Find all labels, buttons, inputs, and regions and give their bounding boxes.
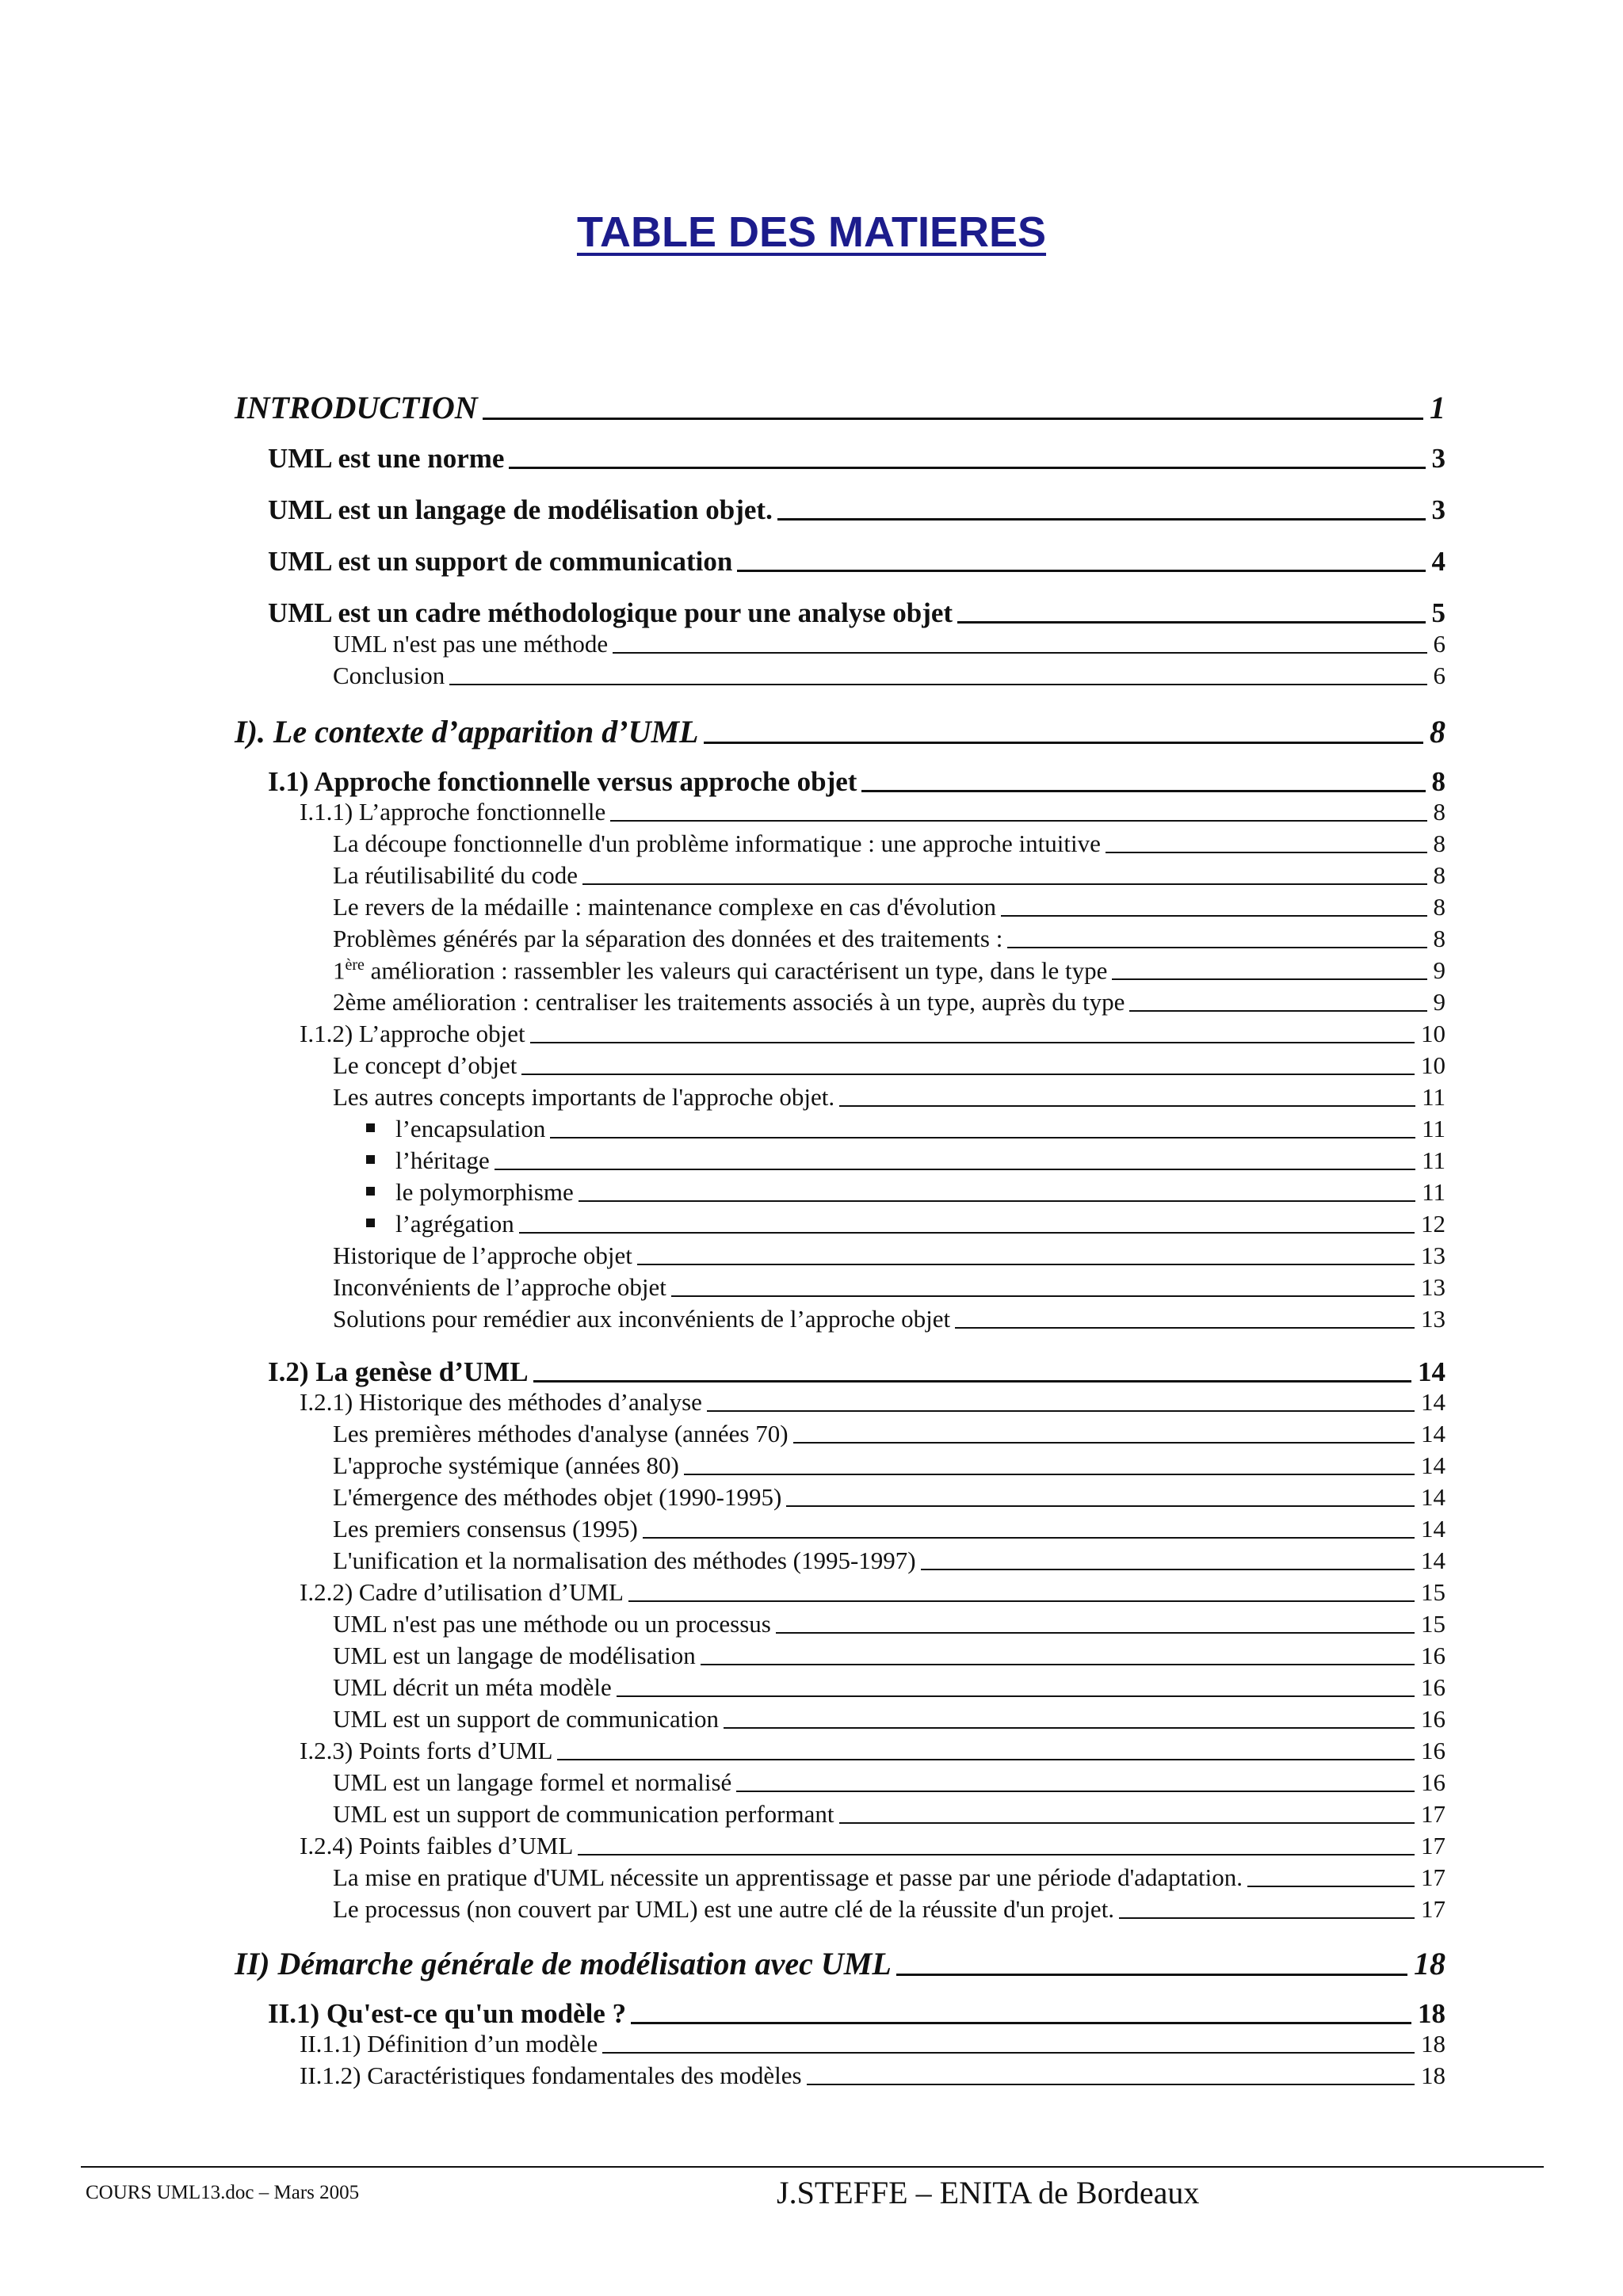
toc-entry-prefix: 1 (333, 956, 346, 984)
toc-leader-line (557, 1759, 1415, 1760)
toc-leader-line (610, 820, 1426, 822)
toc-page-number: 15 (1421, 1610, 1445, 1638)
toc-leader-line (643, 1537, 1415, 1539)
toc-page-number: 16 (1421, 1642, 1445, 1669)
toc-entry[interactable] (333, 923, 1445, 953)
toc-entry-label (333, 1768, 731, 1797)
toc-entry[interactable] (333, 1418, 1445, 1448)
toc-entry-label (333, 1705, 719, 1733)
toc-entry[interactable] (333, 1608, 1445, 1638)
toc-entry-text: Problèmes générés par la séparation des données et des traitements : (333, 925, 1003, 952)
toc-entry-text: I.1.1) L’approche fonctionnelle (300, 798, 606, 826)
toc-leader-line (707, 1410, 1415, 1412)
toc-entry-text: amélioration : rassembler les valeurs qui caractérisent un type, dans le type (370, 956, 1108, 984)
toc-leader-line (839, 1105, 1415, 1107)
toc-entry-text: Conclusion (333, 662, 445, 689)
square-bullet-icon (366, 1219, 375, 1227)
toc-entry[interactable] (235, 711, 1445, 750)
toc-entry-label (333, 1483, 781, 1512)
toc-leader-line (896, 1974, 1407, 1976)
toc-entry[interactable] (333, 828, 1445, 858)
toc-entry[interactable] (333, 1703, 1445, 1733)
square-bullet-icon (366, 1187, 375, 1196)
toc-entry-label (300, 1388, 702, 1417)
toc-entry[interactable] (333, 1767, 1445, 1797)
square-bullet-icon (366, 1123, 375, 1132)
toc-leader-line (1119, 1917, 1415, 1919)
toc-leader-line (955, 1327, 1415, 1329)
toc-entry-label (268, 1998, 626, 2030)
toc-entry-text: Les autres concepts importants de l'approche objet. (333, 1083, 835, 1111)
toc-entry-text: Les premières méthodes d'analyse (années 70) (333, 1420, 789, 1447)
toc-entry-text: l’encapsulation (395, 1115, 546, 1142)
toc-page-number: 8 (1431, 766, 1445, 797)
toc-page-number: 6 (1433, 662, 1445, 689)
toc-entry-label (333, 1451, 679, 1480)
toc-leader-line (1007, 947, 1426, 948)
toc-entry[interactable] (333, 1798, 1445, 1829)
toc-leader-line (578, 1854, 1415, 1855)
toc-page-number: 8 (1433, 830, 1445, 857)
toc-leader-line (617, 1695, 1415, 1697)
toc-entry-text: I.2.4) Points faibles d’UML (300, 1832, 574, 1859)
toc-entry-label (300, 1737, 552, 1765)
toc-entry-text: II.1) Qu'est-ce qu'un modèle ? (268, 1998, 627, 2029)
toc-page-number: 13 (1421, 1305, 1445, 1333)
toc-entry-label (366, 1178, 574, 1207)
toc-entry-label (300, 1832, 573, 1860)
toc-entry-label (268, 766, 857, 798)
toc-entry-text: UML est une norme (268, 443, 505, 474)
toc-entry[interactable] (366, 1145, 1445, 1175)
toc-page-number: 4 (1431, 546, 1445, 577)
toc-entry-label (333, 630, 608, 658)
toc-entry[interactable] (366, 1113, 1445, 1143)
toc-page-number: 10 (1421, 1020, 1445, 1047)
toc-entry[interactable] (333, 955, 1445, 985)
toc-page-number: 8 (1433, 893, 1445, 921)
toc-entry-label (268, 597, 953, 629)
toc-entry-label (333, 1547, 916, 1575)
toc-entry[interactable] (333, 1482, 1445, 1512)
toc-page-number: 1 (1430, 390, 1445, 425)
toc-entry-label (300, 1578, 624, 1607)
toc-entry-text: 2ème amélioration : centraliser les traitements associés à un type, auprès du type (333, 988, 1125, 1016)
toc-leader-line (509, 467, 1425, 469)
toc-leader-line (533, 1380, 1411, 1383)
toc-page-number: 15 (1421, 1578, 1445, 1606)
toc-leader-line (777, 518, 1426, 521)
toc-leader-line (786, 1505, 1415, 1507)
toc-page-number: 14 (1421, 1547, 1445, 1574)
toc-entry[interactable] (333, 1240, 1445, 1270)
toc-entry[interactable] (333, 1081, 1445, 1112)
toc-page-number: 14 (1421, 1388, 1445, 1416)
toc-entry[interactable] (333, 660, 1445, 690)
toc-entry-text: Le concept d’objet (333, 1051, 517, 1079)
toc-page-number: 17 (1421, 1863, 1445, 1891)
toc-entry-text: UML est un support de communication performant (333, 1800, 834, 1828)
toc-leader-line (957, 621, 1425, 624)
toc-leader-line (1001, 915, 1426, 917)
toc-leader-line (807, 2084, 1415, 2085)
toc-entry[interactable] (333, 1450, 1445, 1480)
toc-entry-text: I.2.3) Points forts d’UML (300, 1737, 553, 1764)
toc-page-number: 16 (1421, 1673, 1445, 1701)
toc-entry-label (300, 2061, 802, 2090)
toc-page-number: 11 (1422, 1083, 1445, 1111)
toc-entry-text: I.1) Approche fonctionnelle versus approche objet (268, 766, 857, 797)
toc-leader-line (1106, 852, 1427, 853)
toc-entry-text: L'approche systémique (années 80) (333, 1451, 679, 1479)
toc-entry[interactable] (333, 1894, 1445, 1924)
toc-page-number: 18 (1421, 2061, 1445, 2089)
toc-entry[interactable] (300, 1735, 1445, 1765)
toc-entry-text: UML est un langage de modélisation (333, 1642, 696, 1669)
toc-entry-text: UML est un cadre méthodologique pour une analyse objet (268, 597, 953, 628)
toc-entry[interactable] (268, 440, 1445, 475)
toc-entry[interactable] (366, 1208, 1445, 1238)
toc-entry-text: L'émergence des méthodes objet (1990-1995) (333, 1483, 782, 1511)
toc-entry-label (333, 830, 1101, 858)
toc-entry[interactable] (268, 1353, 1445, 1388)
toc-entry-text: le polymorphisme (395, 1178, 574, 1206)
toc-entry-text: Solutions pour remédier aux inconvénients de l’approche objet (333, 1305, 951, 1333)
toc-entry-text: Les premiers consensus (1995) (333, 1515, 638, 1543)
toc-entry-text: l’agrégation (395, 1210, 514, 1238)
toc-entry-text: II.1.2) Caractéristiques fondamentales des modèles (300, 2061, 802, 2089)
toc-entry[interactable] (268, 543, 1445, 578)
toc-page-number: 14 (1421, 1451, 1445, 1479)
toc-entry-text: I). Le contexte d’apparition d’UML (235, 714, 699, 749)
toc-entry[interactable] (300, 2028, 1445, 2058)
footer-divider (81, 2166, 1544, 2168)
toc-entry-text: UML n'est pas une méthode (333, 630, 609, 658)
toc-entry[interactable] (333, 1303, 1445, 1333)
toc-page-number: 12 (1421, 1210, 1445, 1238)
toc-entry-text: La découpe fonctionnelle d'un problème informatique : une approche intuitive (333, 830, 1101, 857)
toc-entry-label (333, 1642, 696, 1670)
toc-page-number: 8 (1430, 714, 1445, 749)
toc-entry-label (235, 713, 699, 750)
toc-page-number: 14 (1421, 1420, 1445, 1447)
toc-entry-label (333, 1241, 632, 1270)
toc-entry-text: UML est un langage formel et normalisé (333, 1768, 732, 1796)
toc-leader-line (449, 684, 1426, 685)
toc-entry-label (333, 1083, 834, 1112)
toc-entry-label (333, 1051, 517, 1080)
toc-leader-line (736, 1791, 1415, 1792)
toc-entry-text: La mise en pratique d'UML nécessite un apprentissage et passe par une période d'adaptation. (333, 1863, 1243, 1891)
page-title: TABLE DES MATIERES (576, 208, 1047, 256)
toc-entry[interactable] (300, 796, 1445, 826)
toc-leader-line (724, 1727, 1415, 1729)
toc-entry-label (333, 1420, 789, 1448)
toc-entry-text: I.2.1) Historique des méthodes d’analyse (300, 1388, 702, 1416)
toc-entry-text: Le revers de la médaille : maintenance complexe en cas d'évolution (333, 893, 997, 921)
toc-leader-line (839, 1822, 1415, 1824)
toc-leader-line (521, 1074, 1415, 1075)
toc-page-number: 8 (1433, 798, 1445, 826)
toc-leader-line (530, 1042, 1415, 1043)
toc-leader-line (793, 1442, 1415, 1444)
toc-entry-label (333, 1610, 771, 1638)
toc-leader-line (1129, 1010, 1426, 1012)
toc-entry[interactable] (333, 1513, 1445, 1543)
toc-page-number: 17 (1421, 1800, 1445, 1828)
toc-entry-label (333, 1305, 950, 1333)
toc-page-number: 9 (1433, 988, 1445, 1016)
toc-entry-text: L'unification et la normalisation des méthodes (1995-1997) (333, 1547, 916, 1574)
toc-page-number: 3 (1431, 494, 1445, 525)
toc-leader-line (582, 883, 1426, 885)
toc-page-number: 17 (1421, 1895, 1445, 1923)
toc-page-number: 18 (1414, 1946, 1445, 1981)
toc-entry-label (366, 1210, 514, 1238)
toc-page-number: 14 (1421, 1483, 1445, 1511)
toc-entry-text: UML est un langage de modélisation objet. (268, 494, 773, 525)
toc-entry-text: I.2.2) Cadre d’utilisation d’UML (300, 1578, 624, 1606)
toc-entry[interactable] (235, 1943, 1445, 1982)
toc-entry-text: l’héritage (395, 1146, 490, 1174)
toc-entry[interactable] (300, 2060, 1445, 2090)
toc-entry[interactable] (333, 986, 1445, 1016)
toc-entry-label (333, 1515, 638, 1543)
toc-entry-label (235, 389, 478, 426)
toc-entry-text: II.1.1) Définition d’un modèle (300, 2030, 598, 2058)
toc-leader-line (776, 1632, 1415, 1634)
toc-entry-superscript: ère (345, 955, 365, 974)
toc-leader-line (613, 652, 1426, 654)
toc-entry[interactable] (333, 1672, 1445, 1702)
toc-page-number: 17 (1421, 1832, 1445, 1859)
toc-leader-line (637, 1264, 1415, 1265)
toc-entry-label (333, 1895, 1114, 1924)
toc-entry-text: Historique de l’approche objet (333, 1241, 632, 1269)
toc-entry-label (333, 662, 445, 690)
toc-leader-line (1112, 978, 1426, 980)
toc-entry-label (333, 988, 1125, 1016)
square-bullet-icon (366, 1155, 375, 1164)
toc-entry-label (333, 893, 996, 921)
toc-entry-text: I.2) La genèse d’UML (268, 1356, 529, 1387)
toc-leader-line (519, 1232, 1415, 1234)
toc-entry[interactable] (333, 1545, 1445, 1575)
toc-entry-label (300, 1020, 525, 1048)
toc-entry-label (333, 1273, 666, 1302)
toc-entry-text: Le processus (non couvert par UML) est une autre clé de la réussite d'un projet. (333, 1895, 1115, 1923)
toc-leader-line (602, 2052, 1415, 2054)
toc-page-number: 9 (1433, 956, 1445, 984)
toc-entry-label (333, 1863, 1243, 1892)
toc-entry-text: II) Démarche générale de modélisation avec UML (235, 1946, 892, 1981)
toc-page-number: 16 (1421, 1737, 1445, 1764)
toc-entry-label (333, 1800, 834, 1829)
toc-leader-line (737, 570, 1425, 572)
toc-entry[interactable] (333, 1272, 1445, 1302)
toc-leader-line (684, 1474, 1415, 1475)
toc-entry-label (366, 1146, 490, 1175)
toc-entry-label (268, 443, 504, 475)
toc-entry-label (268, 546, 732, 578)
toc-entry[interactable] (333, 1640, 1445, 1670)
toc-entry[interactable] (300, 1386, 1445, 1417)
toc-page-number: 8 (1433, 861, 1445, 889)
toc-entry[interactable] (235, 387, 1445, 426)
toc-entry[interactable] (300, 1830, 1445, 1860)
toc-leader-line (701, 1664, 1415, 1665)
toc-leader-line (921, 1569, 1415, 1570)
toc-entry[interactable] (268, 763, 1445, 798)
toc-leader-line (671, 1295, 1415, 1297)
toc-page-number: 16 (1421, 1768, 1445, 1796)
toc-leader-line (483, 418, 1423, 420)
toc-entry[interactable] (333, 1862, 1445, 1892)
toc-entry[interactable] (300, 1577, 1445, 1607)
toc-entry-label (268, 494, 773, 526)
toc-leader-line (550, 1137, 1415, 1138)
toc-entry-text: La réutilisabilité du code (333, 861, 579, 889)
toc-leader-line (704, 742, 1424, 744)
toc-leader-line (579, 1200, 1415, 1202)
toc-entry-label (333, 861, 578, 890)
toc-leader-line (495, 1169, 1415, 1170)
toc-page-number: 8 (1433, 925, 1445, 952)
toc-page-number: 13 (1421, 1273, 1445, 1301)
toc-entry-label (333, 1673, 612, 1702)
toc-entry-label (300, 2030, 598, 2058)
toc-page-number: 11 (1422, 1115, 1445, 1142)
toc-leader-line (1247, 1886, 1415, 1887)
toc-page-number: 10 (1421, 1051, 1445, 1079)
toc-leader-line (861, 790, 1425, 792)
toc-entry[interactable] (268, 594, 1445, 629)
toc-entry-text: UML n'est pas une méthode ou un processus (333, 1610, 771, 1638)
toc-entry[interactable] (366, 1177, 1445, 1207)
toc-leader-line (628, 1600, 1415, 1602)
footer-filename: COURS UML13.doc – Mars 2005 (86, 2182, 360, 2203)
toc-entry[interactable] (333, 891, 1445, 921)
toc-entry-label (333, 956, 1107, 985)
toc-entry[interactable] (268, 491, 1445, 526)
toc-entry-label (366, 1115, 545, 1143)
toc-page-number: 14 (1421, 1515, 1445, 1543)
toc-entry[interactable] (333, 1050, 1445, 1080)
toc-page-number: 6 (1433, 630, 1445, 658)
toc-entry[interactable] (300, 1018, 1445, 1048)
toc-entry[interactable] (333, 628, 1445, 658)
toc-page-number: 5 (1431, 597, 1445, 628)
toc-page-number: 11 (1422, 1146, 1445, 1174)
toc-entry-text: I.1.2) L’approche objet (300, 1020, 525, 1047)
toc-entry-label (333, 925, 1002, 953)
footer-author: J.STEFFE – ENITA de Bordeaux (777, 2175, 1200, 2210)
toc-page-number: 11 (1422, 1178, 1445, 1206)
toc-entry-text: INTRODUCTION (235, 390, 478, 425)
toc-leader-line (631, 2022, 1411, 2024)
toc-entry-label (235, 1945, 892, 1982)
toc-entry[interactable] (268, 1995, 1445, 2030)
toc-entry[interactable] (333, 860, 1445, 890)
toc-page-number: 16 (1421, 1705, 1445, 1733)
toc-page-number: 18 (1418, 1998, 1445, 2029)
toc-entry-label (268, 1356, 529, 1388)
toc-page-number: 3 (1431, 443, 1445, 474)
toc-entry-label (300, 798, 605, 826)
toc-entry-text: UML est un support de communication (268, 546, 733, 577)
toc-entry-text: UML décrit un méta modèle (333, 1673, 612, 1701)
toc-entry-text: UML est un support de communication (333, 1705, 720, 1733)
toc-page-number: 13 (1421, 1241, 1445, 1269)
toc-page-number: 18 (1421, 2030, 1445, 2058)
toc-page-number: 14 (1418, 1356, 1445, 1387)
toc-entry-text: Inconvénients de l’approche objet (333, 1273, 666, 1301)
